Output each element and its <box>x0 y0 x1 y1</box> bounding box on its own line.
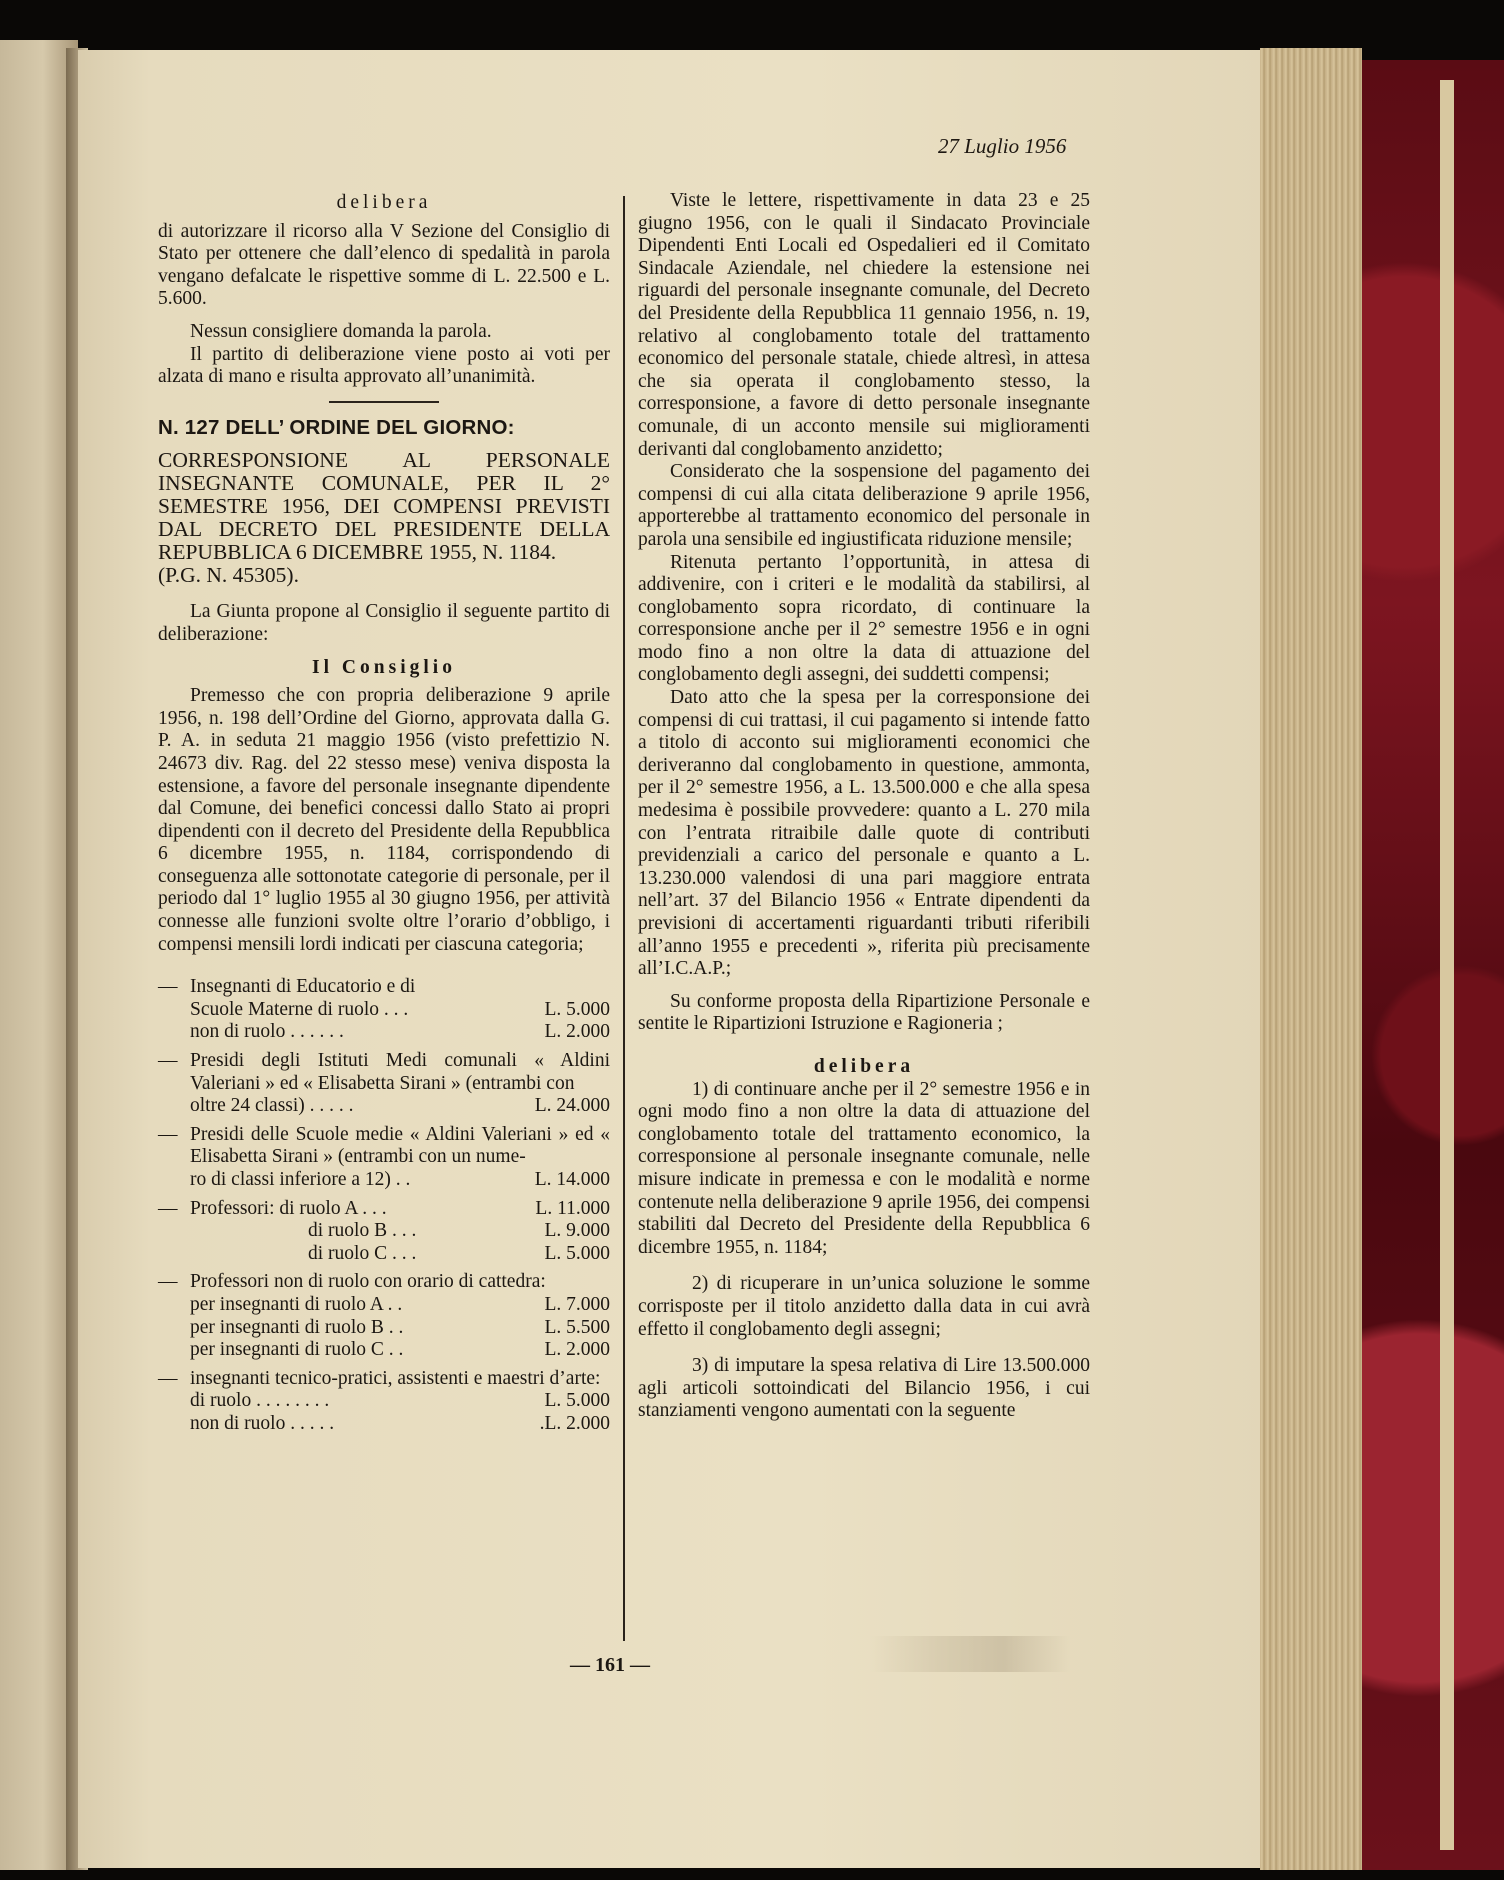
deliberation-point-3: 3) di imputare la spesa relativa di Lire 13.500.000 agli articoli sottoindicati del Bilancio 1956, i cui stanziamenti vengono aumentati con la seguente <box>638 1355 1090 1422</box>
dato-atto-paragraph: Dato atto che la spesa per la corresponsione dei compensi di cui trattasi, il cui pagamento si intende fatto a titolo di acconto sui miglioramenti economici che deriveranno dal conglobamento in questione, ammonta, per il 2° semestre 1956, a L. 13.500.000 e che alla spesa medesima è possibile provvedere: quanto a L. 270 mila con l’entrata ritraibile dalle quote di contributi previdenziali a carico del personale e quanto a L. 13.230.000 valendosi di una pari maggiore entrata nell’art. 37 del Bilancio 1956 « Entrate dipendenti da previsioni di accertamenti riguardanti tributi riferibili all’anno 1955 e precedenti », riferita più precisamente all’I.C.A.P.; <box>638 687 1090 980</box>
delibera-heading-right: delibera <box>813 1055 915 1077</box>
su-conforme-paragraph: Su conforme proposta della Ripartizione Personale e sentite le Ripartizioni Istruzione e Ragioneria ; <box>638 990 1090 1035</box>
proposal-paragraph: La Giunta propone al Consiglio il seguente partito di deliberazione: <box>158 601 610 645</box>
authorization-paragraph: di autorizzare il ricorso alla V Sezione del Consiglio di Stato per ottenere che dall’elenco di spedalità in parola vengano defalcate le rispettive somme di L. 22.500 e L. 5.600. <box>158 220 610 310</box>
no-speakers-paragraph: Nessun consigliere domanda la parola. <box>190 320 492 342</box>
deliberation-point-2: 2) di ricuperare in un’unica soluzione le somme corrisposte per il titolo anzidetto dalla data in cui avrà effetto il conglobamento degli assegni; <box>638 1273 1090 1340</box>
list-item: — Professori non di ruolo con orario di cattedra: per insegnanti di ruolo A . . L. 7.000 per insegnanti di ruolo B . . L. 5.500 per insegnanti di ruolo C . . L. 2.000 <box>158 1271 610 1361</box>
delibera-heading: delibera <box>336 192 432 213</box>
right-column <box>638 190 1090 1423</box>
vote-paragraph: Il partito di deliberazione viene posto ai voti per alzata di mano e risulta approvato all’unanimità. <box>158 343 610 388</box>
list-item: — Insegnanti di Educatorio e di Scuole Materne di ruolo . . . L. 5.000 non di ruolo . . . . . . L. 2.000 <box>158 976 610 1043</box>
cover-edge <box>1440 80 1454 1850</box>
deliberation-point-1: 1) di continuare anche per il 2° semestre 1956 e in ogni modo fino a non oltre la data di attuazione del conglobamento totale del trattamento economico, la corresponsione al personale insegnante comunale, nelle misure indicate in premessa e con le modalità e norme contenute nella deliberazione 9 aprile 1956, dei compensi stabiliti dal Decreto del Presidente della Repubblica 6 dicembre 1955, n. 1184; <box>638 1078 1090 1258</box>
list-item: — insegnanti tecnico-pratici, assistenti e maestri d’arte: di ruolo . . . . . . . . L. 5.000 non di ruolo . . . . . .L. 2.000 <box>158 1367 610 1434</box>
viste-paragraph: Viste le lettere, rispettivamente in data 23 e 25 giugno 1956, con le quali il Sindacato Provinciale Dipendenti Enti Locali ed Ospedalieri ed il Comitato Sindacale Aziendale, nel chiedere la estensione nei riguardi del personale insegnante comunale, del Decreto del Presidente della Repubblica 11 gennaio 1956, n. 19, relativo al conglobamento totale del trattamento economico del personale statale, chiede altresì, in attesa che sia operata il conglobamento stesso, la corresponsione, a favore di detto personale insegnante comunale, di un acconto mensile sui miglioramenti derivanti dal conglobamento anzidetto; <box>638 190 1090 460</box>
list-item: — Presidi delle Scuole medie « Aldini Valeriani » ed « Elisabetta Sirani » (entrambi con un nume- ro di classi inferiore a 12) . . L. 14.000 <box>158 1123 610 1190</box>
order-title: CORRESPONSIONE AL PERSONALE INSEGNANTE COMUNALE, PER IL 2° SEMESTRE 1956, DEI COMPENSI PREVISTI DAL DECRETO DEL PRESIDENTE DELLA REPUBBLICA 6 DICEMBRE 1955, N. 1184. <box>158 448 610 565</box>
consiglio-heading: Il Consiglio <box>312 656 456 678</box>
list-item: — Presidi degli Istituti Medi comunali « Aldini Valeriani » ed « Elisabetta Sirani » (entrambi con oltre 24 classi) . . . . . L. 24.000 <box>158 1050 610 1117</box>
list-item: — Professori: di ruolo A . . . L. 11.000 di ruolo B . . . L. 9.000 di ruolo C . . . L. 5.000 <box>158 1197 610 1264</box>
column-divider <box>623 196 625 1641</box>
order-pg-number: (P.G. N. 45305). <box>158 563 299 588</box>
header-date: 27 Luglio 1956 <box>938 134 1067 158</box>
page-number: — 161 — <box>570 1654 650 1676</box>
left-column <box>158 192 610 1436</box>
considerato-paragraph: Considerato che la sospensione del pagamento dei compensi di cui alla citata deliberazione 9 aprile 1956, apporterebbe al trattamento economico del personale in parola una sensibile ed ingiustificata riduzione mensile; <box>638 461 1090 550</box>
ritenuta-paragraph: Ritenuta pertanto l’opportunità, in attesa di addivenire, con i criteri e le modalità da stabilirsi, al conglobamento sopra ricordato, di continuare la corresponsione anche per il 2° semestre 1956 e in ogni modo fino a non oltre la data di attuazione del conglobamento degli assegni, dei suddetti compensi; <box>638 551 1090 686</box>
bleed-through-smudge <box>870 1636 1070 1672</box>
book-cover <box>1362 60 1504 1870</box>
page-stack-edge <box>1260 48 1362 1870</box>
order-heading: N. 127 DELL’ ORDINE DEL GIORNO: <box>158 415 515 439</box>
section-rule <box>329 401 439 403</box>
premesso-paragraph: Premesso che con propria deliberazione 9 aprile 1956, n. 198 dell’Ordine del Giorno, approvata dalla G. P. A. in seduta 21 maggio 1956 (visto prefettizio N. 24673 div. Rag. del 22 stesso mese) veniva disposta la estensione, a favore del personale insegnante dipendente dal Comune, dei benefici concessi dallo Stato ai propri dipendenti con il decreto del Presidente della Repubblica 6 dicembre 1955, n. 1184, corrispondendo di conseguenza alle sottonotate categorie di personale, per il periodo dal 1° luglio 1955 al 30 giugno 1956, per attività connesse alle funzioni svolte oltre l’orario d’obbligo, i compensi mensili lordi indicati per ciascuna categoria; <box>158 685 610 955</box>
